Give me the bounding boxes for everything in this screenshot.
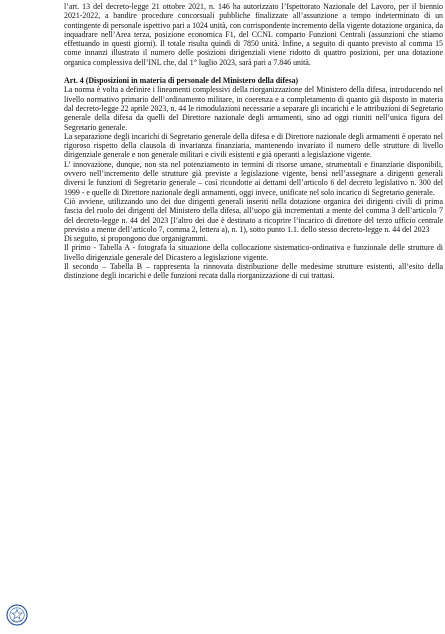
article-paragraph-2: La separazione degli incarichi di Segretario generale della difesa e di Direttore nazionale degli armamenti è operato nel rigoroso rispetto della clausola di invarianza finanziaria, mantenendo invariato il numero delle strutture di livello dirigenziale generale e non generale militari e civili esistenti e già operanti a legislazione vigente. — [64, 131, 443, 160]
intro-paragraph: l’art. 13 del decreto-legge 21 ottobre 2021, n. 146 ha autorizzato l’Ispettorato Nazionale del Lavoro, per il biennio 2021-2022, a bandire procedure concorsuali pubbliche finalizzate all’assunzione a tempo indeterminato di un contingente di personale ispettivo pari a 1024 unità, con corrispondente incremento della vigente dotazione organica, da inquadrare nell’Area terza, posizione economica F1, del CCNL comparto Funzioni Centrali (assunzioni che stiamo effettuando in questi giorni). Il totale risulta quindi di 7850 unità. Infine, a seguito di quanto previsto al comma 15 come innanzi illustrato il numero delle posizioni dirigenziali viene ridotto di quattro posizioni, per una dotazione organica complessiva dell’INL che, dal 1° luglio 2023, sarà pari a 7.846 unità. — [64, 2, 443, 67]
article-paragraph-5: Di seguito, si propongono due organigrammi. — [64, 234, 208, 244]
article-paragraph-6: Il primo - Tabella A - fotografa la situazione della collocazione sistematico-ordinativa e funzionale delle strutture di livello dirigenziale generale del Dicastero a legislazione vigente. — [64, 243, 443, 262]
article-paragraph-4: Ciò avviene, utilizzando uno dei due dirigenti generali inseriti nella dotazione organica dei dirigenti civili di prima fascia del ruolo dei dirigenti del Ministero della difesa, all’uopo già incrementati a mente del comma 3 dell’articolo 7 del decreto-legge n. 44 del 2023 [l’altro dei due è destinato a ricoprire l’incarico di direttore del terzo ufficio centrale previsto a mente dell’articolo 7, comma 2, lettera a), n. 1), sotto punto 1.1. dello stesso decreto-legge n. 44 del 2023 — [64, 196, 443, 234]
article-paragraph-7: Il secondo – Tabella B – rappresenta la rinnovata distribuzione delle medesime strutture esistenti, all’esito della distinzione degli incarichi e delle funzioni recata dalla riorganizzazione di cui trattasi. — [64, 262, 443, 281]
article-heading: Art. 4 (Disposizioni in materia di personale del Ministero della difesa) — [64, 76, 299, 86]
article-paragraph-1: La norma è volta a definire i lineamenti complessivi della riorganizzazione del Ministero della difesa, introducendo nel livello normativo primario dell’ordinamento militare, in coerenza e a completamento di quanto già disposto in materia dal decreto-legge 22 aprile 2023, n. 44 le rimodulazioni necessarie a separare gli incarichi e le attribuzioni di Segretario generale della difesa da quelli del Direttore nazionale degli armamenti, sino ad oggi riuniti nell’unica figura del Segretario generale. — [64, 85, 443, 132]
document-body — [64, 2, 443, 281]
emblem-seal-icon — [6, 604, 28, 626]
paragraph-gap — [64, 67, 443, 76]
article-paragraph-3: L’ innovazione, dunque, non sta nel potenziamento in termini di risorse umane, strumentali e finanziarie disponibili, ovvero nell’incremento delle strutture già previste a legislazione vigente, bensì nell’assegnare a dirigenti generali diversi le funzioni di Segretario generale – così ricondotte ai dettami dell’articolo 6 del decreto legislativo n. 300 del 1999 - e quelle di Direttore nazionale degli armamenti, oggi invece, unificate nel solo incarico di Segretario generale. — [64, 159, 443, 197]
